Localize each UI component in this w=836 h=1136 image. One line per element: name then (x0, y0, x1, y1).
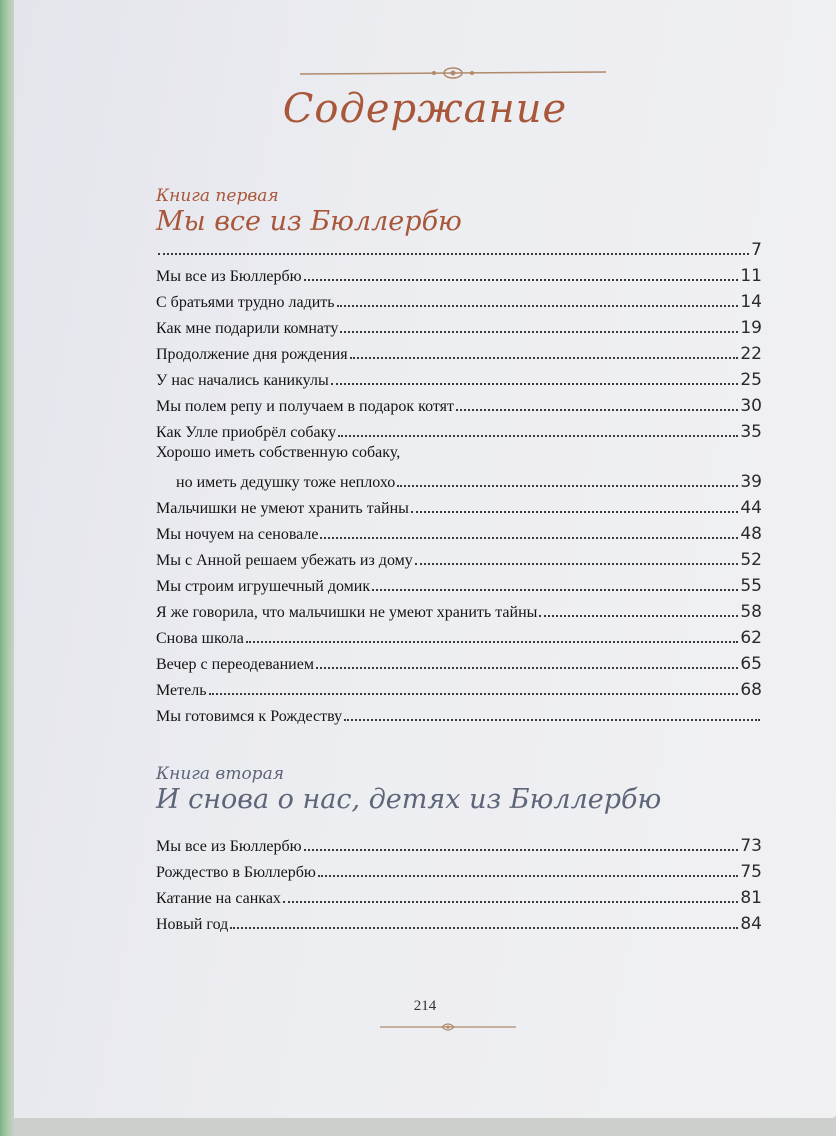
toc-entry[interactable]: Катание на санках 81 (156, 888, 762, 908)
book-page (14, 0, 836, 1118)
toc-entry-first-line[interactable]: Хорошо иметь собственную собаку, (156, 444, 401, 461)
book-one-first-page-line[interactable]: 7 (156, 238, 762, 260)
toc-entry[interactable]: С братьями трудно ладить 14 (156, 292, 762, 312)
toc-entry[interactable]: Новый год 84 (156, 914, 762, 934)
toc-entry[interactable]: Как Улле приобрёл собаку 35 (156, 422, 762, 442)
bottom-ornament (380, 1020, 516, 1034)
book-one-kicker: Книга первая (156, 186, 279, 206)
toc-entry[interactable]: Я же говорила, что мальчишки не умеют хранить тайны 58 (156, 602, 762, 622)
toc-entry[interactable]: Снова школа 62 (156, 628, 762, 648)
page-number: 214 (413, 998, 437, 1014)
toc-entry[interactable]: Мы готовимся к Рождеству (156, 704, 762, 726)
book-edge (0, 0, 14, 1136)
toc-entry[interactable]: Мальчишки не умеют хранить тайны 44 (156, 498, 762, 518)
toc-entry[interactable]: Мы все из Бюллербю 11 (156, 266, 762, 286)
toc-entry[interactable]: Продолжение дня рождения 22 (156, 344, 762, 364)
top-ornament (300, 64, 606, 84)
toc-entry[interactable]: Мы строим игрушечный домик 55 (156, 576, 762, 596)
toc-entry[interactable]: Мы с Анной решаем убежать из дому 52 (156, 550, 762, 570)
toc-entry[interactable]: но иметь дедушку тоже неплохо 39 (176, 472, 762, 492)
toc-entry[interactable]: Метель 68 (156, 680, 762, 700)
toc-entry[interactable]: Рождество в Бюллербю 75 (156, 862, 762, 882)
toc-entry[interactable]: У нас начались каникулы 25 (156, 370, 762, 390)
toc-entry[interactable]: Мы все из Бюллербю 73 (156, 836, 762, 856)
toc-entry[interactable]: Мы ночуем на сеновале 48 (156, 524, 762, 544)
book-two-title: И снова о нас, детях из Бюллербю (156, 784, 662, 815)
toc-entry[interactable]: Как мне подарили комнату 19 (156, 318, 762, 338)
toc-entry[interactable]: Вечер с переодеванием 65 (156, 654, 762, 674)
book-one-title: Мы все из Бюллербю (156, 206, 462, 237)
toc-entry[interactable]: Мы полем репу и получаем в подарок котят 30 (156, 396, 762, 416)
page-title: Содержание (282, 86, 568, 132)
book-two-kicker: Книга вторая (156, 764, 284, 784)
